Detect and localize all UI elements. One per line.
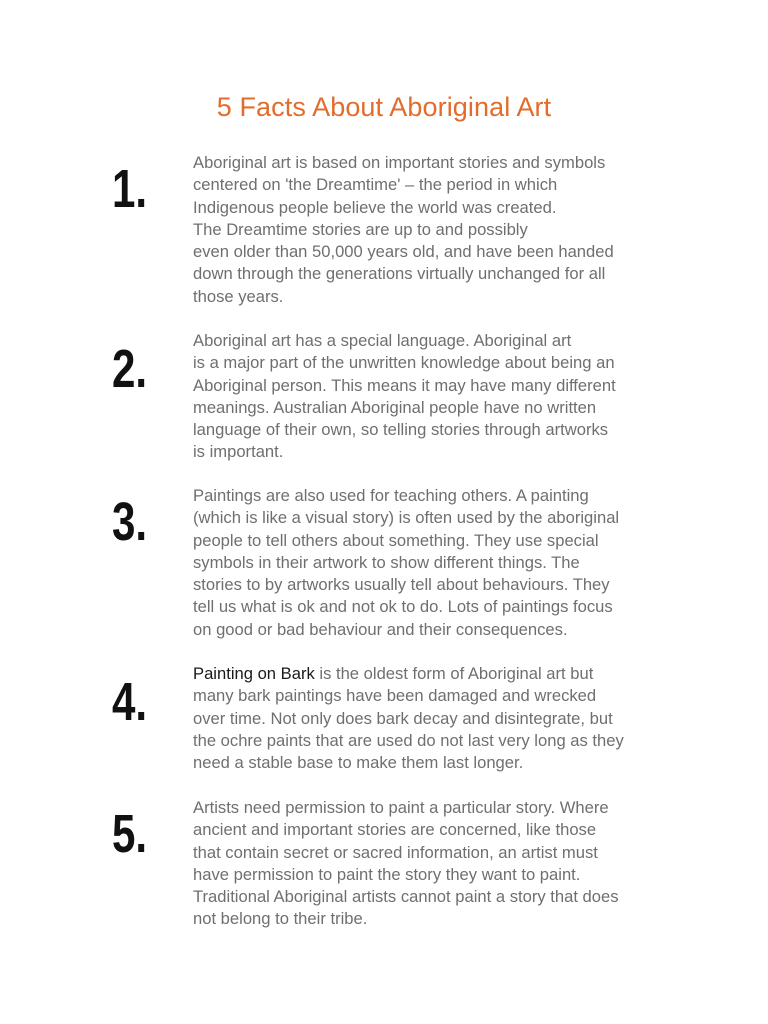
fact-number: 1. (112, 159, 148, 219)
text-line: that contain secret or sacred information, an artist must (193, 842, 598, 862)
text-line: Aboriginal art has a special language. Aboriginal art (193, 331, 572, 350)
text-line: Paintings are also used for teaching others. A painting (193, 486, 589, 505)
text-line: Aboriginal person. This means it may have many different (193, 375, 616, 395)
text-line: (which is like a visual story) is often used by the aboriginal (193, 508, 620, 528)
fact-text (193, 485, 708, 641)
text-line: down through the generations virtually unchanged for all (193, 264, 606, 284)
text-line: not belong to their tribe. (193, 909, 368, 929)
text-line: over time. Not only does bark decay and disintegrate, but (193, 708, 613, 728)
fact-lead-phrase: Painting on Bark (193, 664, 315, 683)
text-line: Indigenous people believe the world was created. (193, 197, 557, 217)
text-line: many bark paintings have been damaged and wrecked (193, 686, 597, 706)
text-line: have permission to paint the story they want to paint. (193, 864, 581, 884)
text-line: Traditional Aboriginal artists cannot paint a story that does (193, 887, 619, 907)
text-line: stories to by artworks usually tell about behaviours. They (193, 575, 610, 595)
text-line: need a stable base to make them last longer. (193, 753, 524, 773)
text-line: on good or bad behaviour and their consequences. (193, 619, 568, 639)
text-line: the ochre paints that are used do not last very long as they (193, 730, 624, 750)
text-line: is a major part of the unwritten knowledge about being an (193, 353, 615, 373)
text-line: tell us what is ok and not ok to do. Lots of paintings focus (193, 597, 613, 617)
text-line: The Dreamtime stories are up to and possibly (193, 219, 528, 239)
text-line: people to tell others about something. They use special (193, 530, 599, 550)
text-line: Aboriginal art is based on important stories and symbols (193, 153, 606, 172)
text-line: symbols in their artwork to show different things. The (193, 552, 580, 572)
fact-number: 3. (112, 492, 148, 552)
fact-text (193, 152, 708, 308)
fact-number: 4. (112, 672, 148, 732)
fact-text (193, 797, 708, 931)
text-line: those years. (193, 286, 284, 306)
text-line: meanings. Australian Aboriginal people have no written (193, 397, 597, 417)
text-line: is the oldest form of Aboriginal art but (314, 664, 594, 683)
text-line: even older than 50,000 years old, and have been handed (193, 242, 614, 262)
fact-number: 5. (112, 804, 148, 864)
text-line: language of their own, so telling stories through artworks (193, 420, 609, 440)
fact-text (193, 663, 708, 774)
text-line: is important. (193, 442, 284, 462)
text-line: ancient and important stories are concerned, like those (193, 820, 597, 840)
fact-number: 2. (112, 339, 148, 399)
page-title: 5 Facts About Aboriginal Art (216, 92, 552, 122)
text-line: Artists need permission to paint a particular story. Where (193, 798, 609, 817)
text-line: centered on 'the Dreamtime' – the period in which (193, 175, 558, 195)
fact-text (193, 330, 708, 464)
